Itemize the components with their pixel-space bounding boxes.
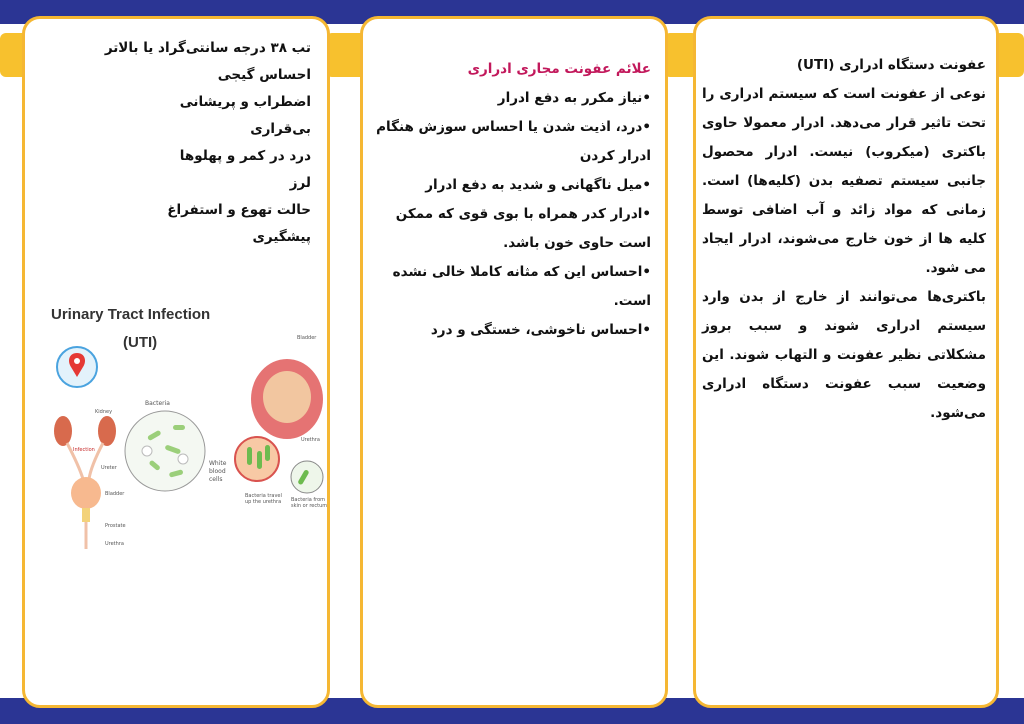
kidney-label: Kidney: [95, 409, 113, 415]
ureter-label: Ureter: [101, 465, 117, 471]
illustration-title: Urinary Tract Infection: [51, 306, 211, 323]
paragraph: نوعی از عفونت است که سیستم ادراری را تحت تاثیر قرار می‌دهد. ادرار معمولا حاوی باکتری (میکروب) نیست. ادرار محصول جانبی سیستم تصفیه بدن (کلیه‌ها) است. زمانی که مواد زائد و آب اضافی توسط کلیه ها از خون خارج می‌شوند، ادرار ایجاد می شود.: [702, 86, 986, 276]
list-item: •میل ناگهانی و شدید به دفع ادرار: [425, 177, 651, 193]
travel-label: Bacteria travel: [245, 493, 282, 499]
prostate-label: Prostate: [105, 523, 126, 529]
symptom-list: [31, 35, 311, 251]
map-pin-logo-icon: [57, 347, 97, 387]
symptoms-continued-panel: [22, 16, 330, 708]
symptoms-panel: [360, 16, 668, 708]
urethra-label: Urethra: [105, 541, 124, 547]
list-item: •احساس این که مثانه کاملا خالی نشده است.: [392, 264, 651, 309]
from-label: Bacteria from: [291, 497, 326, 503]
travel-label: up the urethra: [245, 499, 282, 505]
list-item: •درد، اذیت شدن یا احساس سوزش هنگام ادرار کردن: [376, 119, 651, 164]
definition-content: [702, 51, 986, 428]
bladder-label: Bladder: [105, 491, 125, 497]
list-item: لرز: [289, 175, 311, 191]
list-item: •نیاز مکرر به دفع ادرار: [497, 90, 651, 106]
urinary-system-drawing: [54, 409, 126, 549]
illustration-subtitle: (UTI): [123, 334, 158, 351]
list-item: درد در کمر و پهلوها: [179, 148, 311, 164]
list-item: تب ۳۸ درجه سانتی‌گراد یا بالاتر: [104, 40, 311, 56]
bladder-top-label: Bladder: [297, 335, 317, 341]
panel-title: علائم عفونت مجاری ادراری: [467, 61, 651, 77]
from-label: skin or rectum: [291, 503, 328, 509]
list-item: بی‌قراری: [250, 121, 311, 137]
list-item: •ادرار کدر همراه با بوی قوی که ممکن است حاوی خون باشد.: [395, 206, 651, 251]
list-item: حالت تهوع و استفراغ: [167, 202, 311, 218]
bladder-cross-section-drawing: [235, 335, 327, 509]
white-cells-label: White: [209, 460, 227, 467]
list-item: احساس گیجی: [217, 67, 311, 83]
definition-panel: [693, 16, 999, 708]
bacteria-label: Bacteria: [145, 400, 170, 407]
list-item: •احساس ناخوشی، خستگی و درد: [430, 322, 651, 338]
bacteria-magnified-drawing: [125, 400, 227, 491]
infection-label: Infection: [73, 447, 95, 453]
list-item: اضطراب و پریشانی: [179, 94, 311, 110]
list-item: پیشگیری: [252, 229, 311, 245]
paragraph: باکتری‌ها می‌توانند از خارج از بدن وارد سیستم ادراری شوند و سبب بروز مشکلاتی نظیر عفونت و التهاب شوند. این وضعیت سبب عفونت دستگاه ادراری می‌شود.: [702, 289, 986, 421]
uti-illustration: [49, 301, 329, 561]
symptoms-content: [373, 55, 651, 345]
urethra-label-2: Urethra: [301, 437, 320, 443]
white-cells-label: cells: [209, 476, 223, 483]
white-cells-label: blood: [209, 468, 226, 475]
panel-title: عفونت دستگاه ادراری (UTI): [796, 57, 986, 73]
